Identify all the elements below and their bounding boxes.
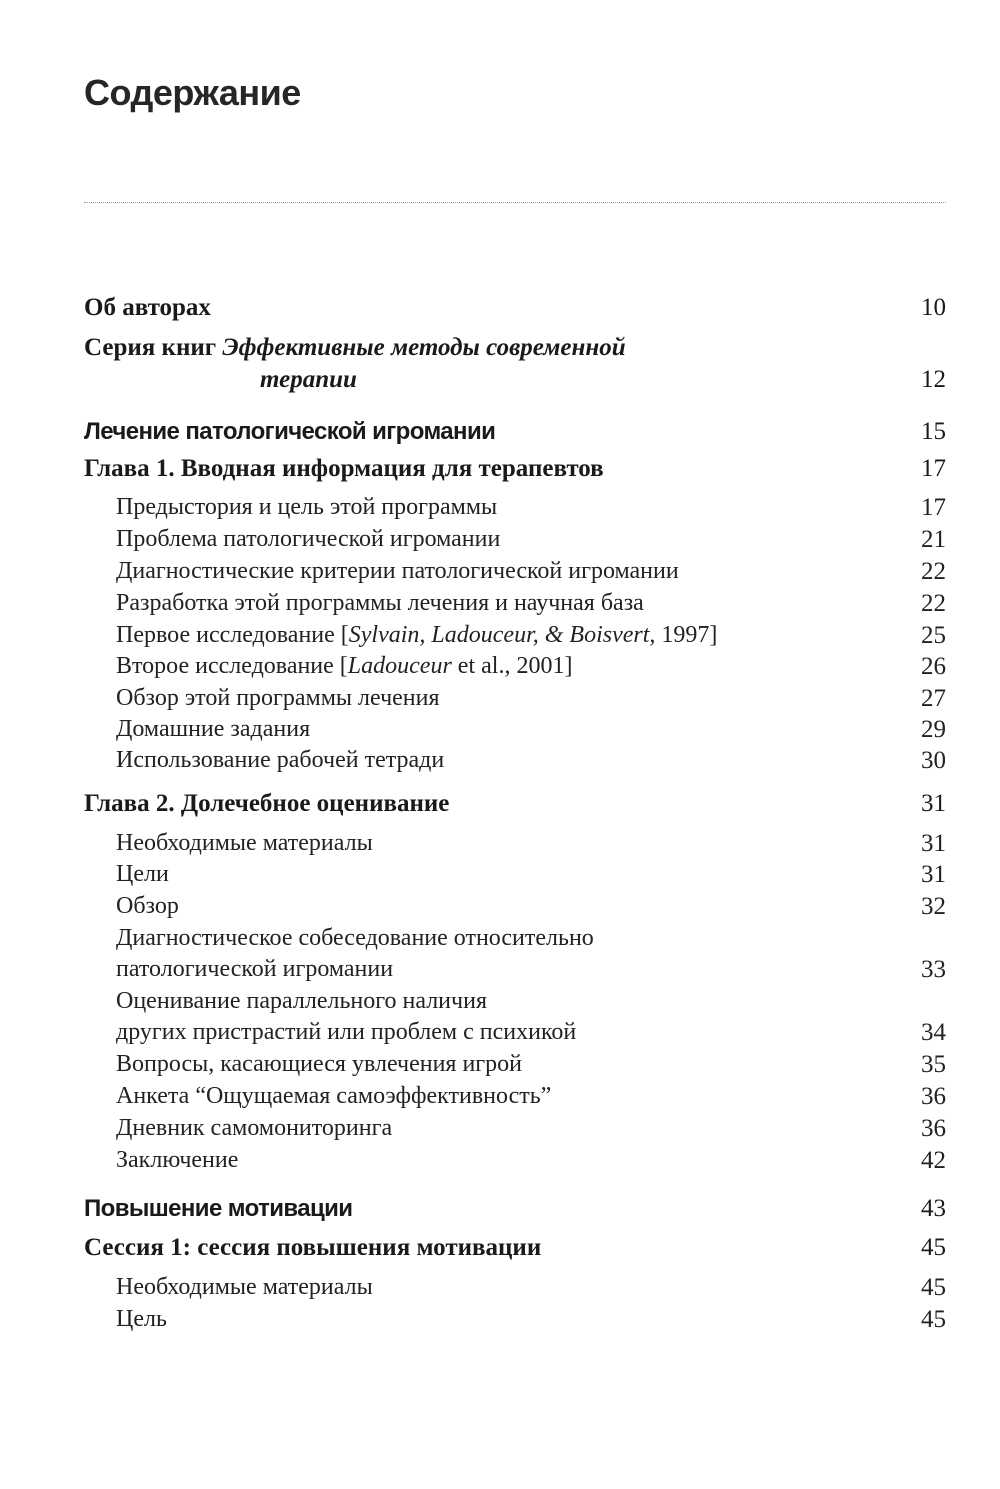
toc-item-label: Предыстория и цель этой программы <box>116 494 498 520</box>
toc-item-label-pre: Второе исследование [ <box>116 653 348 679</box>
toc-item[interactable] <box>84 494 946 524</box>
toc-item-label: Разработка этой программы лечения и научная база <box>116 590 644 616</box>
toc-item[interactable] <box>84 1274 946 1304</box>
toc-item[interactable] <box>84 622 946 652</box>
toc-item[interactable] <box>84 747 946 777</box>
toc-entry-label: Повышение мотивации <box>84 1195 353 1222</box>
toc-item-label-line1: Диагностическое собеседование относительно <box>116 925 594 951</box>
toc-item-label-line2: патологической игромании <box>116 956 394 982</box>
toc-item-page: 36 <box>921 1083 946 1110</box>
toc-item[interactable] <box>84 1083 946 1113</box>
toc-entry-page: 10 <box>921 294 946 321</box>
toc-item-label-citation: Sylvain, Ladouceur, & Boisvert, <box>348 622 656 648</box>
toc-entry-page: 43 <box>921 1195 946 1222</box>
toc-item-label: Обзор этой программы лечения <box>116 685 440 711</box>
toc-item-page: 30 <box>921 747 946 774</box>
toc-item-page: 35 <box>921 1051 946 1078</box>
toc-item[interactable] <box>84 925 946 987</box>
toc-entry-label <box>84 334 626 362</box>
toc-item-label: Домашние задания <box>116 716 311 742</box>
table-of-contents <box>84 0 946 1489</box>
toc-item[interactable] <box>84 716 946 746</box>
toc-item-page: 21 <box>921 526 946 553</box>
toc-item-label: Вопросы, касающиеся увлечения игрой <box>116 1051 522 1077</box>
toc-item[interactable] <box>84 830 946 860</box>
toc-item[interactable] <box>84 1147 946 1177</box>
toc-item[interactable] <box>84 590 946 620</box>
toc-item-label-pre: Первое исследование [ <box>116 622 349 648</box>
toc-entry-page: 45 <box>921 1234 946 1261</box>
toc-item-page: 33 <box>921 956 946 983</box>
toc-item-page: 32 <box>921 893 946 920</box>
toc-item[interactable] <box>84 988 946 1050</box>
toc-item-page: 45 <box>921 1274 946 1301</box>
toc-item-page: 45 <box>921 1306 946 1333</box>
toc-item-label: Проблема патологической игромании <box>116 526 501 552</box>
toc-entry-label: Об авторах <box>84 294 211 321</box>
toc-item-label: Обзор <box>116 893 179 919</box>
toc-item-label-post: 1997] <box>655 622 718 648</box>
toc-item[interactable] <box>84 1306 946 1336</box>
toc-chapter-1[interactable] <box>84 455 946 489</box>
toc-item-label <box>116 622 717 649</box>
toc-entry-page: 15 <box>921 418 946 445</box>
toc-entry-page: 17 <box>921 455 946 482</box>
series-prefix: Серия книг <box>84 334 223 361</box>
toc-item-label: Заключение <box>116 1147 239 1173</box>
toc-item-label-line1: Оценивание параллельного наличия <box>116 988 487 1014</box>
toc-item-page: 31 <box>921 830 946 857</box>
toc-item-label: Дневник самомониторинга <box>116 1115 393 1141</box>
toc-item-page: 42 <box>921 1147 946 1174</box>
toc-part-motivation[interactable] <box>84 1195 946 1227</box>
toc-item-page: 36 <box>921 1115 946 1142</box>
toc-part-gambling-treatment[interactable] <box>84 418 946 450</box>
toc-item[interactable] <box>84 653 946 683</box>
toc-item[interactable] <box>84 685 946 715</box>
toc-item-label: Диагностические критерии патологической игромании <box>116 558 679 584</box>
toc-entry-authors[interactable] <box>84 294 946 328</box>
toc-item[interactable] <box>84 558 946 588</box>
toc-item-page: 31 <box>921 861 946 888</box>
toc-item[interactable] <box>84 1115 946 1145</box>
toc-entry-page: 12 <box>921 366 946 393</box>
toc-item-label: Необходимые материалы <box>116 1274 373 1300</box>
toc-item-page: 27 <box>921 685 946 712</box>
toc-item[interactable] <box>84 526 946 556</box>
toc-item-label: Цели <box>116 861 169 887</box>
toc-item-label: Цель <box>116 1306 167 1332</box>
toc-item[interactable] <box>84 893 946 923</box>
toc-item[interactable] <box>84 1051 946 1081</box>
toc-item-page: 25 <box>921 622 946 649</box>
toc-entry-label: Лечение патологической игромании <box>84 418 496 445</box>
toc-item-page: 22 <box>921 590 946 617</box>
toc-item-page: 29 <box>921 716 946 743</box>
toc-item-page: 26 <box>921 653 946 680</box>
toc-entry-label: Сессия 1: сессия повышения мотивации <box>84 1234 542 1261</box>
toc-item-label: Необходимые материалы <box>116 830 373 856</box>
toc-item-label <box>116 653 572 680</box>
page-title: Содержание <box>84 72 301 113</box>
toc-item-page: 22 <box>921 558 946 585</box>
toc-entry-label: Глава 1. Вводная информация для терапевтов <box>84 455 604 482</box>
toc-item-page: 17 <box>921 494 946 521</box>
toc-session-1[interactable] <box>84 1234 946 1268</box>
toc-item-label-line2: других пристрастий или проблем с психикой <box>116 1019 577 1045</box>
toc-item-label: Анкета “Ощущаемая самоэффективность” <box>116 1083 552 1109</box>
toc-item-label-citation: Ladouceur <box>347 653 452 679</box>
toc-entry-series[interactable] <box>84 334 946 398</box>
toc-entry-page: 31 <box>921 790 946 817</box>
toc-item-page: 34 <box>921 1019 946 1046</box>
series-title-line1: Эффективные методы современной <box>222 334 626 361</box>
toc-item[interactable] <box>84 861 946 891</box>
toc-item-label-post: et al., 2001] <box>451 653 573 679</box>
toc-chapter-2[interactable] <box>84 790 946 824</box>
series-title-line2: терапии <box>260 366 357 393</box>
toc-item-label: Использование рабочей тетради <box>116 747 445 773</box>
toc-entry-label: Глава 2. Долечебное оценивание <box>84 790 450 817</box>
